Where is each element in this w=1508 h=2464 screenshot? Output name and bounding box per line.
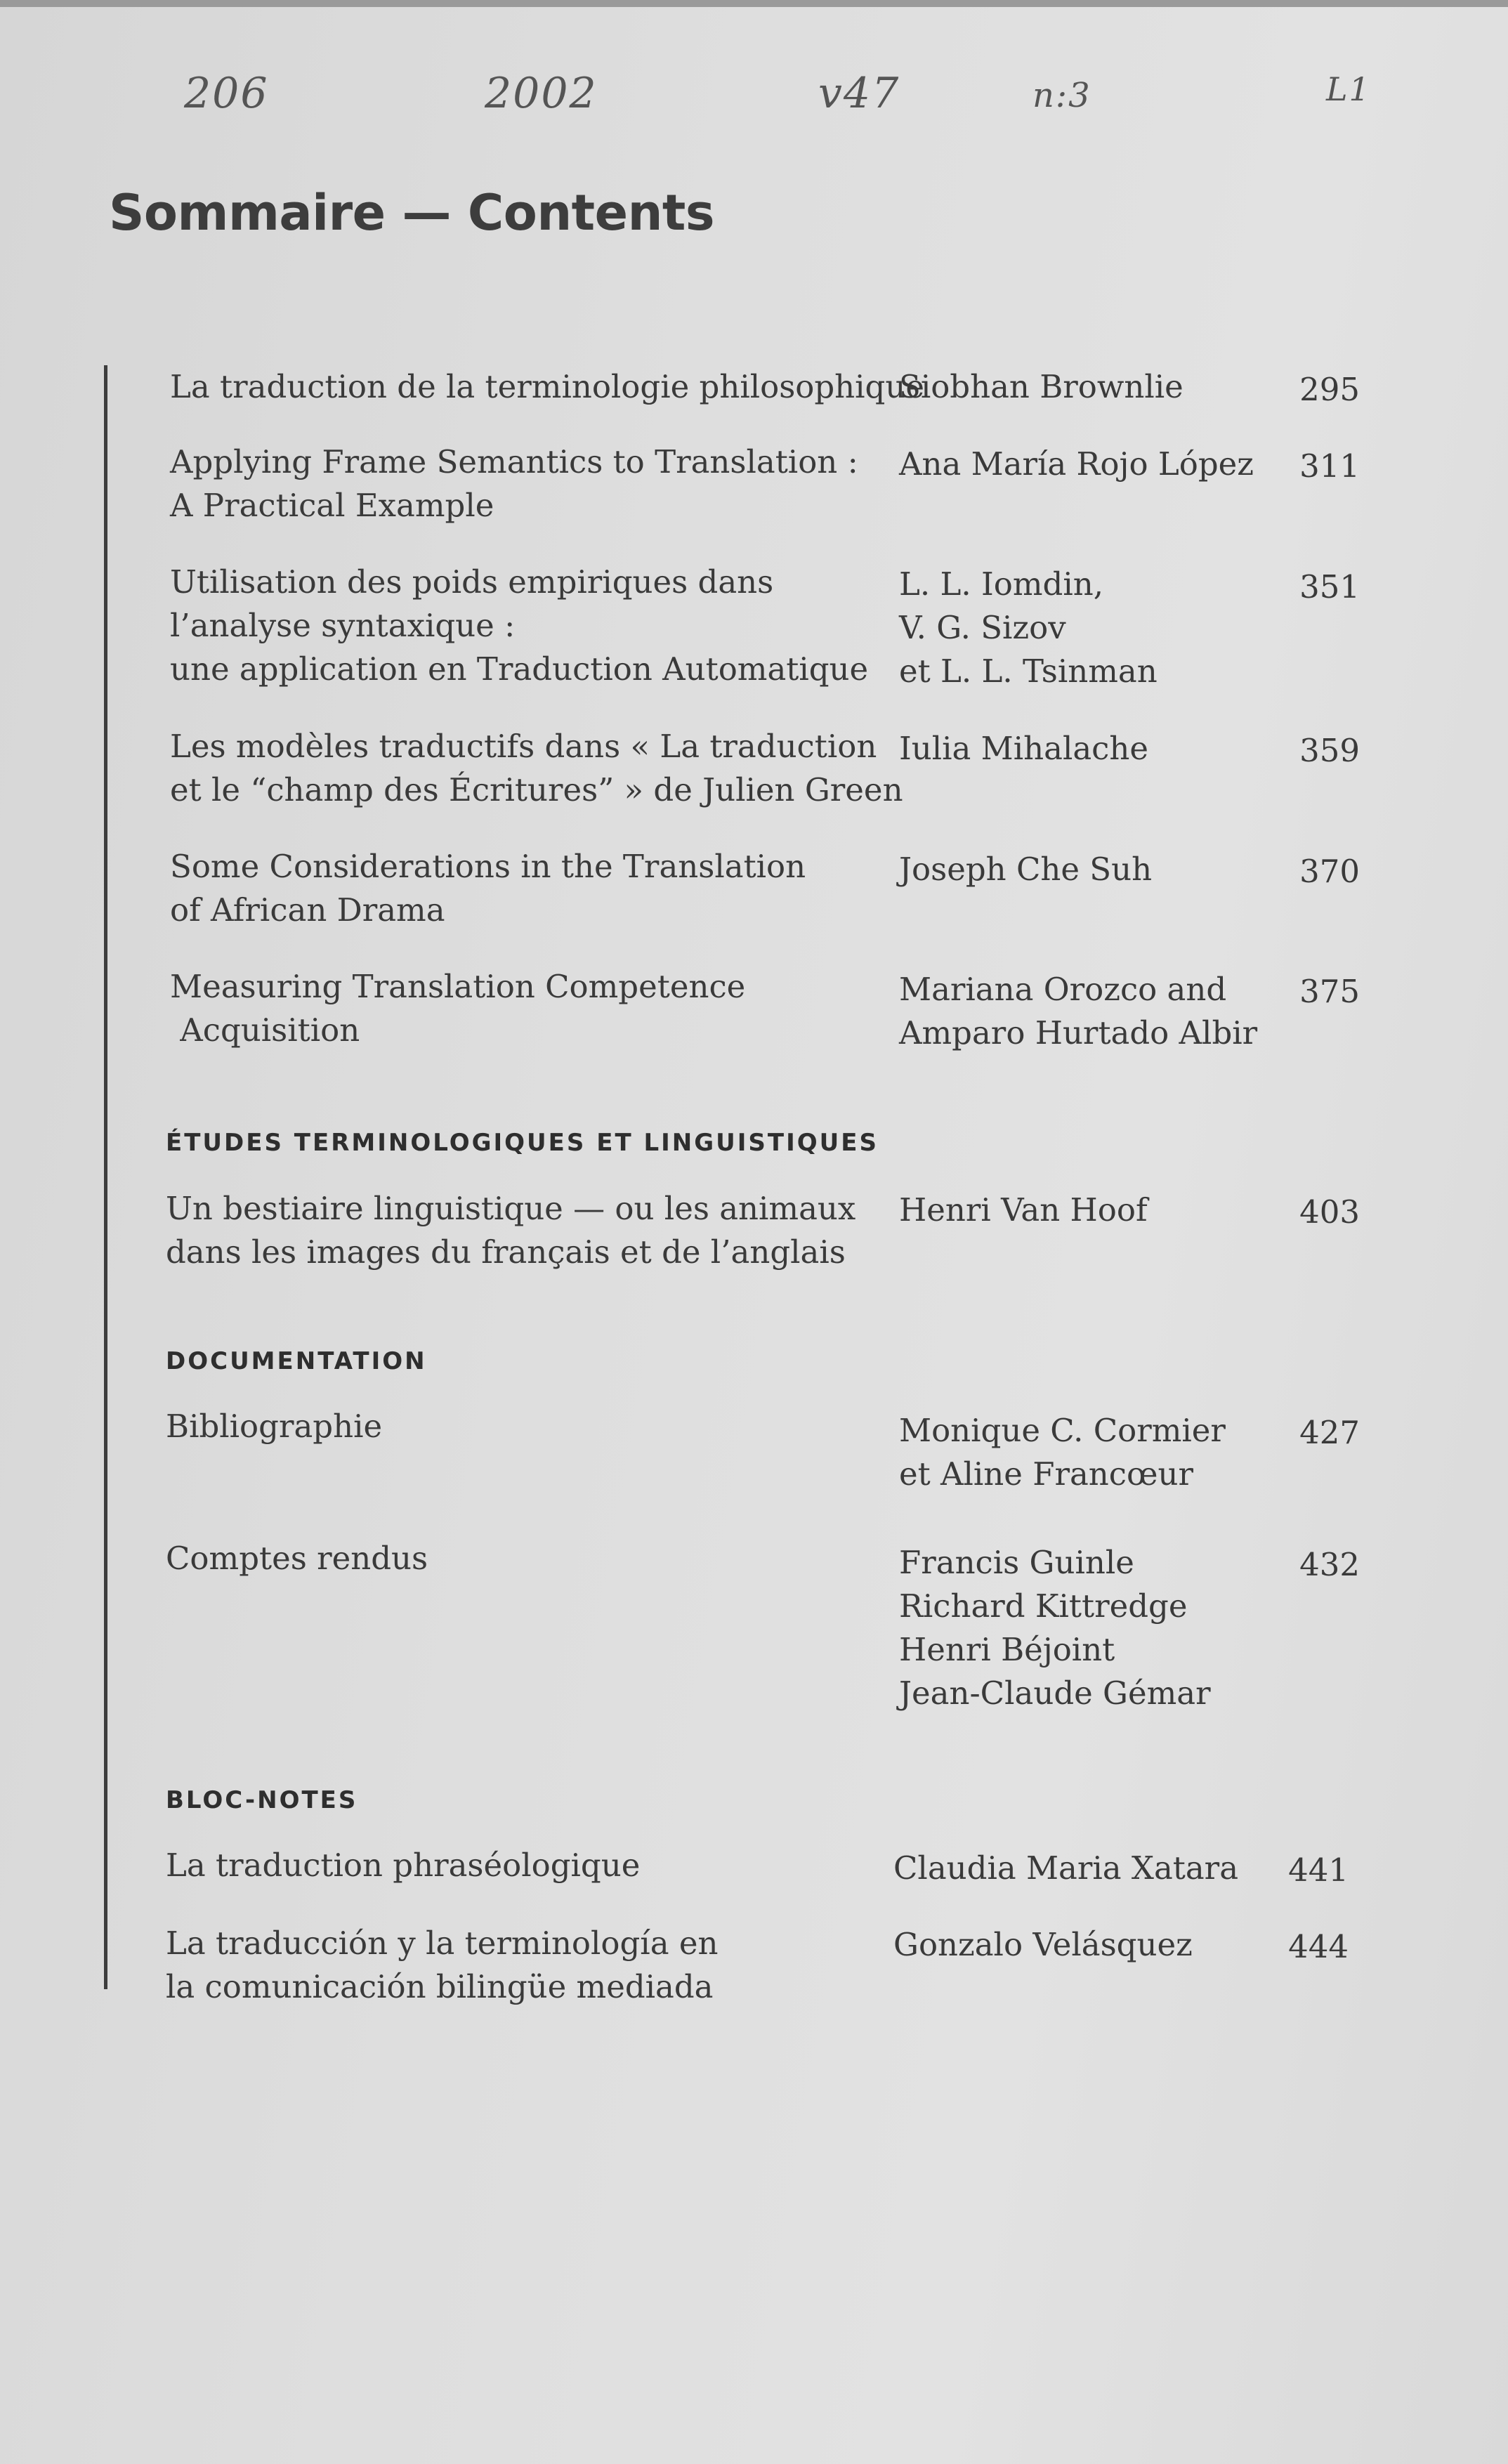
toc-entry-authors (893, 1847, 1287, 1890)
toc-entry-page: 295 (1299, 371, 1360, 408)
author-line: L. L. Iomdin, (899, 565, 1104, 603)
author-line: Ana María Rojo López (899, 445, 1254, 483)
toc-entry-authors (899, 563, 1292, 693)
title-line: La traduction phraséologique (166, 1847, 641, 1884)
handwritten-note-issue: n:3 (1032, 76, 1091, 115)
author-line: Siobhan Brownlie (899, 368, 1184, 405)
author-line: Francis Guinle (899, 1544, 1134, 1581)
title-line: Some Considerations in the Translation (170, 848, 806, 885)
author-line: Richard Kittredge (899, 1587, 1188, 1625)
toc-entry-page: 359 (1299, 732, 1360, 769)
author-line: Monique C. Cormier (899, 1412, 1226, 1449)
toc-entry-title (170, 561, 879, 691)
toc-entry-authors (899, 848, 1292, 891)
section-heading: ÉTUDES TERMINOLOGIQUES ET LINGUISTIQUES (166, 1129, 879, 1157)
toc-entry-title (170, 725, 903, 812)
section-heading: DOCUMENTATION (166, 1347, 427, 1375)
title-line: A Practical Example (170, 487, 494, 524)
handwritten-note-volume-number: 206 (184, 69, 269, 118)
page-title: Sommaire — Contents (109, 184, 715, 242)
toc-entry-authors (899, 1409, 1292, 1496)
title-line: Applying Frame Semantics to Translation : (170, 443, 858, 480)
toc-entry-authors (893, 1923, 1287, 1967)
title-line: La traduction de la terminologie philosophique (170, 368, 924, 405)
toc-entry-page: 403 (1299, 1193, 1360, 1231)
toc-entry-authors (899, 443, 1292, 486)
title-line: une application en Traduction Automatique (170, 650, 869, 688)
toc-entry-title (166, 1844, 875, 1887)
toc-entry-title (166, 1922, 875, 2009)
toc-entry-title (170, 965, 879, 1052)
title-line: Bibliographie (166, 1408, 383, 1445)
title-line: Comptes rendus (166, 1540, 428, 1577)
toc-entry-page: 375 (1299, 973, 1360, 1010)
author-line: Iulia Mihalache (899, 730, 1148, 767)
title-line: La traducción y la terminología en (166, 1925, 719, 1962)
toc-entry-authors (899, 365, 1292, 409)
title-line: l’analyse syntaxique : (170, 607, 516, 644)
author-line: Henri Van Hoof (899, 1191, 1148, 1228)
title-line: of African Drama (170, 891, 445, 929)
author-line: Claudia Maria Xatara (893, 1849, 1239, 1887)
toc-entry-authors (899, 1541, 1292, 1715)
author-line: et L. L. Tsinman (899, 653, 1158, 690)
author-line: Amparo Hurtado Albir (899, 1014, 1258, 1051)
toc-entry-title (166, 1405, 875, 1448)
toc-entry-authors (899, 727, 1292, 771)
handwritten-note-year: 2002 (485, 69, 598, 118)
title-line: Les modèles traductifs dans « La traduction (170, 728, 877, 765)
title-line: Un bestiaire linguistique — ou les animaux (166, 1190, 856, 1227)
toc-entry-authors (899, 1188, 1292, 1232)
toc-entry-page: 427 (1299, 1414, 1360, 1451)
toc-entry-title (166, 1187, 875, 1274)
page-top-edge (0, 0, 1508, 7)
section-heading: BLOC-NOTES (166, 1786, 358, 1814)
toc-entry-title (166, 1537, 875, 1580)
author-line: Mariana Orozco and (899, 971, 1227, 1008)
title-line: dans les images du français et de l’anglais (166, 1233, 846, 1271)
title-line: Measuring Translation Competence (170, 968, 746, 1005)
author-line: Henri Béjoint (899, 1631, 1115, 1668)
title-line: Acquisition (170, 1011, 360, 1049)
toc-entry-page: 441 (1288, 1852, 1349, 1889)
toc-entry-page: 311 (1299, 447, 1360, 485)
author-line: Gonzalo Velásquez (893, 1926, 1193, 1963)
toc-entry-page: 351 (1299, 568, 1360, 605)
toc-entry-page: 432 (1299, 1546, 1360, 1583)
toc-entry-title (170, 365, 924, 409)
margin-rule (104, 365, 107, 1989)
toc-entry-title (170, 845, 879, 932)
toc-entry-page: 444 (1288, 1928, 1349, 1965)
toc-entry-page: 370 (1299, 853, 1360, 890)
title-line: Utilisation des poids empiriques dans (170, 563, 774, 601)
toc-entry-authors (899, 968, 1292, 1055)
author-line: et Aline Francœur (899, 1455, 1193, 1493)
author-line: Jean-Claude Gémar (899, 1675, 1211, 1712)
author-line: Joseph Che Suh (899, 851, 1153, 888)
toc-entry-title (170, 440, 879, 527)
title-line: et le “champ des Écritures” » de Julien Green (170, 771, 903, 808)
handwritten-note-code: L1 (1326, 70, 1371, 108)
author-line: V. G. Sizov (899, 609, 1066, 646)
title-line: la comunicación bilingüe mediada (166, 1968, 714, 2005)
handwritten-note-volume: v47 (818, 69, 900, 118)
